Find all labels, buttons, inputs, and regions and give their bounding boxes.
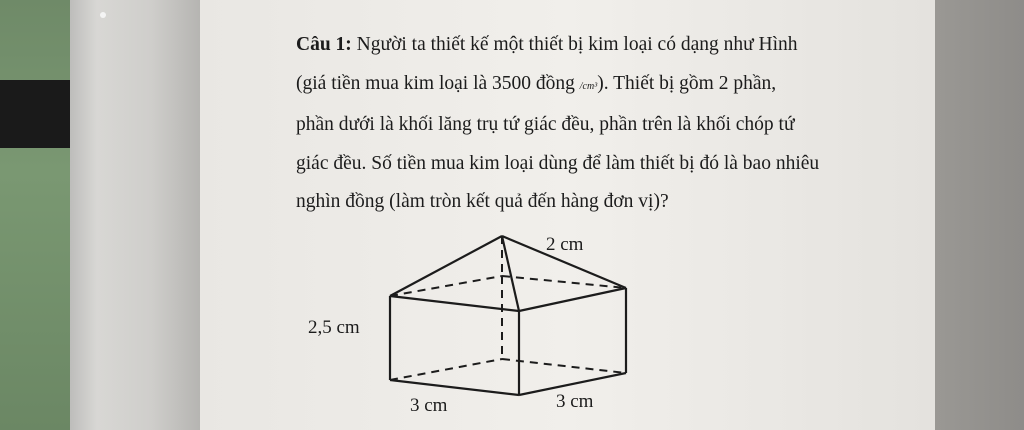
black-object bbox=[0, 80, 74, 148]
binder-hole bbox=[100, 12, 106, 18]
edge-apex-front bbox=[502, 236, 519, 311]
edge-bottom-left-front bbox=[390, 380, 519, 395]
label-height-prism: 2,5 cm bbox=[308, 317, 360, 338]
green-background bbox=[0, 0, 80, 430]
label-base-right: 3 cm bbox=[556, 391, 594, 412]
question-line-1 bbox=[296, 26, 896, 65]
question-text bbox=[296, 26, 896, 222]
question-line-2 bbox=[296, 65, 896, 107]
question-line-5: nghìn đồng (làm tròn kết quả đến hàng đơn vị)? bbox=[296, 191, 669, 212]
label-base-left: 3 cm bbox=[410, 395, 448, 416]
edge-top-left-front bbox=[390, 296, 519, 311]
edge-top-back-right bbox=[502, 276, 626, 288]
question-line-1-text: Người ta thiết kế một thiết bị kim loại có dạng như Hình bbox=[351, 34, 798, 55]
prism-pyramid-figure bbox=[300, 225, 640, 425]
question-line-4: giác đều. Số tiền mua kim loại dùng để làm thiết bị đó là bao nhiêu bbox=[296, 152, 820, 174]
question-line-2-after: ). Thiết bị gồm 2 phần, bbox=[597, 72, 777, 94]
question-label: Câu 1: bbox=[296, 34, 352, 55]
price-unit: /cm³ bbox=[579, 80, 598, 92]
edge-bottom-back-right bbox=[502, 359, 626, 373]
question-line-2-before: (giá tiền mua kim loại là 3500 đồng bbox=[296, 72, 580, 94]
right-background bbox=[935, 0, 1024, 430]
edge-top-front-right bbox=[519, 288, 626, 311]
binder-cover bbox=[70, 0, 205, 430]
edge-bottom-left-back bbox=[390, 359, 502, 380]
solid-edges bbox=[390, 236, 626, 395]
question-line-3: phần dưới là khối lăng trụ tứ giác đều, phần trên là khối chóp tứ bbox=[296, 114, 795, 135]
label-height-pyramid: 2 cm bbox=[546, 234, 584, 255]
